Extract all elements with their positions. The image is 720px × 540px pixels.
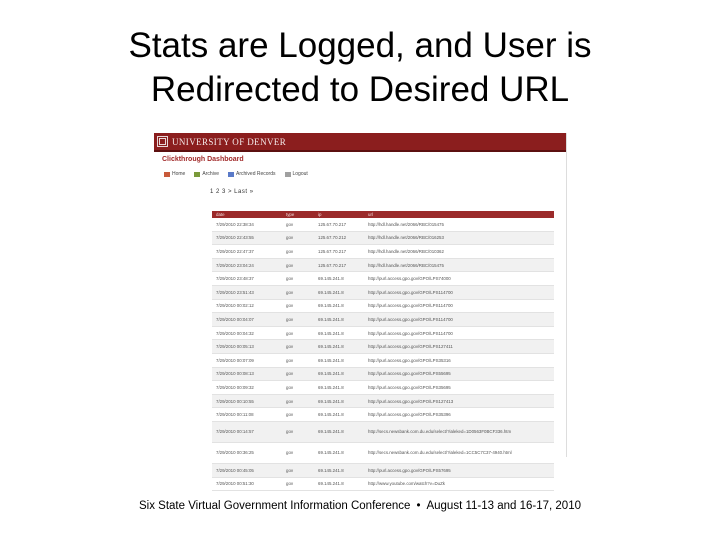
table-row bbox=[212, 299, 554, 313]
cell-date: 7/29/2010 00:04:07 bbox=[212, 313, 282, 327]
archived-records-link[interactable] bbox=[228, 171, 275, 177]
cell-ip: 125.67.70.212 bbox=[314, 231, 364, 245]
cell-ip: 69.145.241.8 bbox=[314, 381, 364, 395]
cell-date: 7/29/2010 23:48:37 bbox=[212, 272, 282, 286]
cell-ip: 69.145.241.8 bbox=[314, 442, 364, 463]
table-row bbox=[212, 285, 554, 299]
pagination[interactable]: 1 2 3 > Last » bbox=[210, 189, 254, 195]
cell-type: gov bbox=[282, 285, 314, 299]
logout-link[interactable] bbox=[285, 171, 308, 177]
cell-date: 7/29/2010 00:36:25 bbox=[212, 442, 282, 463]
conference-name: Six State Virtual Government Information Conference bbox=[138, 500, 411, 512]
table-row bbox=[212, 353, 554, 367]
cell-ip: 69.145.241.8 bbox=[314, 272, 364, 286]
cell-url[interactable]: http://purl.access.gpo.gov/GPO/LPS127413 bbox=[364, 394, 554, 408]
cell-ip: 69.145.241.8 bbox=[314, 299, 364, 313]
column-header-url[interactable]: url bbox=[364, 211, 554, 218]
cell-type: gov bbox=[282, 442, 314, 463]
cell-date: 7/29/2010 00:11:08 bbox=[212, 408, 282, 422]
cell-url[interactable]: http://purl.access.gpo.gov/GPO/LPS35396 bbox=[364, 408, 554, 422]
logout-icon bbox=[285, 172, 291, 177]
archived-records-icon bbox=[228, 172, 234, 177]
home-link[interactable] bbox=[164, 171, 185, 177]
table-row bbox=[212, 421, 554, 442]
table-row bbox=[212, 231, 554, 245]
cell-type: gov bbox=[282, 299, 314, 313]
footer-bullet: • bbox=[416, 500, 421, 512]
cell-ip: 69.145.241.8 bbox=[314, 367, 364, 381]
cell-type: gov bbox=[282, 326, 314, 340]
dashboard-screenshot bbox=[154, 133, 567, 487]
cell-url[interactable]: http://purl.access.gpo.gov/GPO/LPS114700 bbox=[364, 326, 554, 340]
cell-ip: 69.145.241.8 bbox=[314, 408, 364, 422]
cell-ip: 69.145.241.8 bbox=[314, 421, 364, 442]
cell-type: gov bbox=[282, 313, 314, 327]
cell-type: gov bbox=[282, 340, 314, 354]
cell-date: 7/29/2010 00:02:12 bbox=[212, 299, 282, 313]
cell-type: gov bbox=[282, 477, 314, 491]
cell-ip: 69.145.241.8 bbox=[314, 477, 364, 491]
cell-type: gov bbox=[282, 258, 314, 272]
cell-ip: 69.145.241.8 bbox=[314, 394, 364, 408]
cell-ip: 69.145.241.8 bbox=[314, 353, 364, 367]
cell-type: gov bbox=[282, 218, 314, 231]
cell-type: gov bbox=[282, 421, 314, 442]
cell-date: 7/29/2010 23:51:43 bbox=[212, 285, 282, 299]
cell-url[interactable]: http://purl.access.gpo.gov/GPO/LPS127411 bbox=[364, 340, 554, 354]
cell-ip: 69.145.241.8 bbox=[314, 326, 364, 340]
clickthrough-table bbox=[212, 211, 554, 491]
cell-type: gov bbox=[282, 394, 314, 408]
table-row bbox=[212, 442, 554, 463]
cell-ip: 125.67.70.217 bbox=[314, 218, 364, 231]
table-row bbox=[212, 245, 554, 259]
cell-url[interactable]: http://purl.access.gpo.gov/GPO/LPS114700 bbox=[364, 299, 554, 313]
cell-url[interactable]: http://purl.access.gpo.gov/GPO/LPS114700 bbox=[364, 285, 554, 299]
cell-date: 7/29/2010 00:09:32 bbox=[212, 381, 282, 395]
cell-ip: 69.145.241.8 bbox=[314, 340, 364, 354]
column-header-ip[interactable]: ip bbox=[314, 211, 364, 218]
slide-footer bbox=[0, 500, 720, 512]
archive-icon bbox=[194, 172, 200, 177]
cell-type: gov bbox=[282, 353, 314, 367]
cell-url[interactable]: http://secs.newsbank.com.du.edu/select/?ialeked=1D0563F0BCF336.htm bbox=[364, 421, 554, 442]
cell-type: gov bbox=[282, 408, 314, 422]
column-header-date[interactable]: date bbox=[212, 211, 282, 218]
table-row bbox=[212, 326, 554, 340]
cell-date: 7/29/2010 00:14:57 bbox=[212, 421, 282, 442]
cell-type: gov bbox=[282, 245, 314, 259]
cell-url[interactable]: http://purl.access.gpo.gov/GPO/LPS74000 bbox=[364, 272, 554, 286]
cell-type: gov bbox=[282, 272, 314, 286]
table-header-row bbox=[212, 211, 554, 218]
cell-date: 7/29/2010 22:47:37 bbox=[212, 245, 282, 259]
cell-date: 7/29/2010 00:45:05 bbox=[212, 463, 282, 477]
slide-title-line-1: Stats are Logged, and User is bbox=[128, 26, 592, 65]
cell-url[interactable]: http://hdl.handle.net/2066/RBC/015475 bbox=[364, 258, 554, 272]
cell-url[interactable]: http://secs.newsbank.com.du.edu/select/?ialeked=1CC5C7C37-4940.html bbox=[364, 442, 554, 463]
university-name: UNIVERSITY OF DENVER bbox=[172, 136, 287, 147]
cell-date: 7/29/2010 00:04:32 bbox=[212, 326, 282, 340]
slide-title-line-2: Redirected to Desired URL bbox=[150, 70, 570, 109]
table-body bbox=[212, 218, 554, 491]
archive-link[interactable] bbox=[194, 171, 219, 177]
cell-date: 7/29/2010 00:51:30 bbox=[212, 477, 282, 491]
cell-url[interactable]: http://hdl.handle.net/2066/RBC/016253 bbox=[364, 231, 554, 245]
cell-ip: 69.145.241.8 bbox=[314, 313, 364, 327]
table-row bbox=[212, 313, 554, 327]
table-row bbox=[212, 367, 554, 381]
table-row bbox=[212, 477, 554, 491]
cell-url[interactable]: http://hdl.handle.net/2066/RBC/010362 bbox=[364, 245, 554, 259]
cell-type: gov bbox=[282, 231, 314, 245]
table-row bbox=[212, 408, 554, 422]
archived-records-label: Archived Records bbox=[236, 171, 276, 177]
cell-date: 7/29/2010 00:10:55 bbox=[212, 394, 282, 408]
cell-url[interactable]: http://purl.access.gpo.gov/GPO/LPS114700 bbox=[364, 313, 554, 327]
table-row bbox=[212, 394, 554, 408]
cell-ip: 69.145.241.8 bbox=[314, 285, 364, 299]
cell-date: 7/29/2010 00:08:13 bbox=[212, 367, 282, 381]
cell-date: 7/29/2010 22:43:55 bbox=[212, 231, 282, 245]
cell-url[interactable]: http://purl.access.gpo.gov/GPO/LPS57695 bbox=[364, 463, 554, 477]
slide-title bbox=[40, 24, 680, 112]
cell-date: 7/29/2010 22:38:34 bbox=[212, 218, 282, 231]
cell-url[interactable]: http://purl.access.gpo.gov/GPO/LPS35316 bbox=[364, 353, 554, 367]
cell-date: 7/29/2010 00:07:09 bbox=[212, 353, 282, 367]
dashboard-title: Clickthrough Dashboard bbox=[162, 156, 244, 163]
cell-type: gov bbox=[282, 381, 314, 395]
home-icon bbox=[164, 172, 170, 177]
table-row bbox=[212, 463, 554, 477]
cell-url[interactable]: http://www.youtube.com/watch?v=DuZk bbox=[364, 477, 554, 491]
cell-ip: 125.67.70.217 bbox=[314, 245, 364, 259]
archive-label: Archive bbox=[202, 171, 220, 177]
cell-url[interactable]: http://purl.access.gpo.gov/GPO/LPS55695 bbox=[364, 367, 554, 381]
cell-date: 7/29/2010 23:04:24 bbox=[212, 258, 282, 272]
table-row bbox=[212, 381, 554, 395]
table-row bbox=[212, 258, 554, 272]
cell-ip: 69.145.241.8 bbox=[314, 463, 364, 477]
cell-date: 7/29/2010 00:05:13 bbox=[212, 340, 282, 354]
column-header-type[interactable]: type bbox=[282, 211, 314, 218]
cell-url[interactable]: http://purl.access.gpo.gov/GPO/LPS35695 bbox=[364, 381, 554, 395]
table-row bbox=[212, 340, 554, 354]
cell-type: gov bbox=[282, 463, 314, 477]
cell-type: gov bbox=[282, 367, 314, 381]
table-row bbox=[212, 272, 554, 286]
home-label: Home bbox=[172, 171, 186, 177]
cell-ip: 125.67.70.217 bbox=[314, 258, 364, 272]
toolbar bbox=[164, 171, 566, 177]
table-row bbox=[212, 218, 554, 231]
university-logo-icon bbox=[157, 136, 168, 147]
conference-dates: August 11-13 and 16-17, 2010 bbox=[426, 500, 581, 512]
university-header bbox=[154, 133, 566, 152]
logout-label: Logout bbox=[292, 171, 308, 177]
cell-url[interactable]: http://hdl.handle.net/2066/RBC/015475 bbox=[364, 218, 554, 231]
